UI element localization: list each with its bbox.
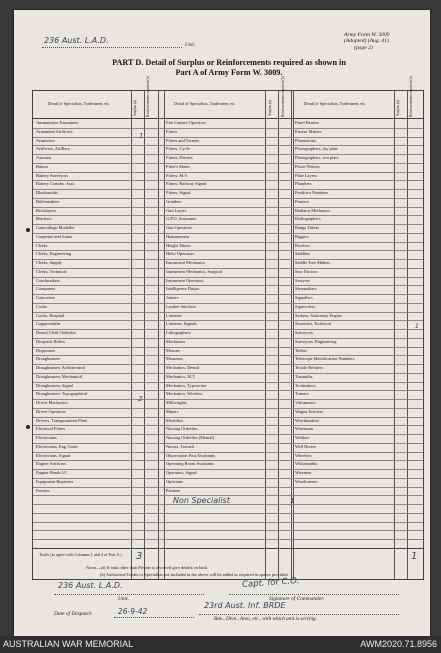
column-rule xyxy=(158,91,159,579)
list-item: Bulletmakers xyxy=(36,198,60,204)
list-item: Mechanics, Typewriter xyxy=(166,382,207,388)
list-item: Photographers, dry plate xyxy=(295,146,339,152)
list-item: Riggers xyxy=(295,233,309,239)
col3-header: Detail of Specialists, Tradesmen, etc. xyxy=(303,101,367,106)
list-item: Blacksmiths xyxy=(36,190,58,195)
list-item: Ammunition Examiners xyxy=(36,120,79,125)
col2-surplus-header: Surplus (a) xyxy=(268,100,272,116)
form-number-line3: (page 2) xyxy=(354,44,373,51)
non-specialist-mark: 1 xyxy=(290,497,295,505)
list-item: Radiator Mechanics xyxy=(295,207,331,213)
list-item: Engine Hands I/C xyxy=(36,470,68,475)
list-item: Artificers, Artillery xyxy=(36,146,70,152)
col3-list xyxy=(295,119,391,487)
list-item: Butchers xyxy=(36,216,52,222)
caption-right: AWM2020.71.8956 xyxy=(360,639,437,649)
totals-label: Totals (to agree with Columns 1 and 4 of Part A.) xyxy=(39,552,122,557)
column-rule xyxy=(407,91,408,579)
column-rule xyxy=(290,91,295,579)
list-item: Turners xyxy=(295,391,309,397)
list-item: Intelligence Duties xyxy=(166,286,200,292)
list-item: Mechanics, Wireless xyxy=(166,391,203,397)
list-item: Cooks, Hospital xyxy=(36,312,65,318)
list-item: Surveyors xyxy=(295,330,313,335)
list-item: Saddlers xyxy=(295,251,311,257)
list-item: Draughtsmen, Mechanical xyxy=(36,373,83,379)
column-rule xyxy=(278,91,279,579)
list-item: Armourers xyxy=(36,137,56,143)
list-item: Wiremen xyxy=(295,470,312,475)
list-item: Linemen xyxy=(166,312,182,318)
form-number-line1: Army Form W. 3009 xyxy=(344,32,390,38)
form-page xyxy=(14,10,430,636)
list-item: Fitters and Turners xyxy=(166,137,200,143)
list-item: Millwrights xyxy=(166,400,187,405)
column-rule xyxy=(394,91,395,579)
note-a: Notes—(a) If rank other than Private is involved give details on back. xyxy=(86,565,209,570)
list-item: Miners xyxy=(166,408,179,414)
list-item: Fitters xyxy=(166,128,178,134)
list-item: Driver Mechanics xyxy=(36,400,68,405)
entry-armament-surplus: 1 xyxy=(139,132,144,140)
part-title-line2: Part A of Army Form W. 3009. xyxy=(175,68,283,77)
list-item: Gun Operators xyxy=(166,225,192,230)
list-item: Printers xyxy=(295,198,309,204)
list-item: Signallers xyxy=(295,295,313,300)
list-item: Pharmacists xyxy=(295,137,317,143)
list-item: Fitters, Signal xyxy=(166,190,191,195)
list-item: Electricians, Signal xyxy=(36,452,71,458)
list-item: Shoemakers xyxy=(295,286,317,292)
row-rule xyxy=(33,522,423,523)
list-item: Fitter's Mates xyxy=(166,163,190,169)
list-item: Saddle Tree Makers xyxy=(295,260,331,265)
totals-rule xyxy=(33,548,423,549)
list-item: Leather Stitchers xyxy=(166,303,196,309)
list-item: Computers xyxy=(36,286,56,292)
list-item: Instrument Mechanics xyxy=(166,260,206,265)
punch-hole xyxy=(26,425,30,429)
archive-caption xyxy=(0,636,441,653)
note-b: (b) Authorised Trades or Specialists not included in the above will be added as required in spaces provided. xyxy=(100,572,289,577)
list-item: Waterman xyxy=(295,426,313,432)
list-item: Plate Layers xyxy=(295,172,317,178)
list-item: Fitters, Drivers xyxy=(166,155,193,160)
total-reinf: 1 xyxy=(411,551,418,562)
footer-unit-label: Unit. xyxy=(118,596,129,602)
non-specialist-entry: Non Specialist xyxy=(173,496,230,505)
unit-handwritten: 236 Aust. L.A.D. xyxy=(44,36,109,45)
row-rule xyxy=(33,530,423,531)
list-item: Opticians xyxy=(166,478,183,484)
list-item: Woodturners xyxy=(295,478,318,484)
caption-left: AUSTRALIAN WAR MEMORIAL xyxy=(3,639,134,649)
list-item: Driver Operators xyxy=(36,408,66,414)
list-item: Bricklayers xyxy=(36,207,57,213)
list-item: Draughtsmen xyxy=(36,356,60,362)
list-item: Tailors xyxy=(295,347,308,353)
commander-label: Signature of Commander. xyxy=(269,596,325,602)
list-item: Clerks, Technical xyxy=(36,268,67,274)
list-item: Stokers, Stationary Engine xyxy=(295,312,342,318)
list-item: Coppersmiths xyxy=(36,321,61,327)
list-item: Nursing Orderlies xyxy=(166,426,198,432)
list-item: Photographers, wet plate xyxy=(295,155,339,160)
brigade-label: Bde., Divn., Area, etc., with which unit is serving. xyxy=(214,616,317,622)
list-item: Draughtsmen, Architectural xyxy=(36,365,85,370)
list-item: Radiographers xyxy=(295,216,321,222)
list-item: Electrical Fitters xyxy=(36,426,66,432)
despatch-date: 26-9-42 xyxy=(118,607,148,616)
list-item: Welders xyxy=(295,435,310,440)
row-rule xyxy=(33,513,423,514)
list-item: Helio Operators xyxy=(166,251,195,257)
part-title xyxy=(44,58,414,78)
column-rule xyxy=(265,91,266,579)
list-item: Electricians, Eng. Units xyxy=(36,443,78,449)
list-item: Operators, Signal xyxy=(166,470,197,475)
list-item: Observation Post Assistants xyxy=(166,452,215,458)
list-item: Sawyers xyxy=(295,277,310,283)
list-item: Fitters, M.V. xyxy=(166,172,189,178)
list-item: Watchmakers xyxy=(295,417,319,423)
col1-list xyxy=(36,119,130,495)
list-item: Instrument Operators xyxy=(166,277,204,283)
list-item: Masseurs xyxy=(166,356,183,362)
list-item: Electricians xyxy=(36,435,57,440)
commander-line xyxy=(229,594,399,595)
list-item: Wagon Erectors xyxy=(295,408,324,414)
list-item: G.P.O. Assistants xyxy=(166,216,197,222)
list-item: Battery Comdrs. Asst. xyxy=(36,181,75,187)
list-item: Whitesmiths xyxy=(295,461,318,467)
col2-reinf-header: Reinforcements required (b) xyxy=(281,76,285,117)
row-rule xyxy=(33,539,423,540)
list-item: Hammermen xyxy=(166,233,189,239)
list-item: Tinsmiths xyxy=(295,373,313,379)
form-number xyxy=(344,32,426,51)
list-item: Saw Doctors xyxy=(295,268,318,274)
list-item: Concreters xyxy=(36,295,56,300)
list-item: Clerks xyxy=(36,242,48,248)
col2-list xyxy=(166,119,264,495)
list-item: Despatch Riders xyxy=(36,338,65,344)
punch-hole xyxy=(26,228,30,232)
list-item: Range Takers xyxy=(295,225,319,230)
col1-surplus-header: Surplus (a) xyxy=(133,100,137,116)
list-item: Bakers xyxy=(36,163,49,169)
list-item: Coachmakers xyxy=(36,277,60,283)
list-item: Clerks, Engineering xyxy=(36,251,72,257)
list-item: Surveyors, Engineering xyxy=(295,338,337,344)
column-rule xyxy=(131,91,132,579)
list-item: Lithographers xyxy=(166,330,191,335)
list-item: Linemen, Signals xyxy=(166,321,197,327)
footer-unit-hand: 236 Aust. L.A.D. xyxy=(58,581,123,590)
list-item: Equipment Repairers xyxy=(36,478,74,484)
list-item: Telescope Identification Numbers xyxy=(295,356,355,362)
column-rule xyxy=(144,91,145,579)
entry-driver-mech-surplus: 2 xyxy=(138,395,143,403)
list-item: Fitters, Cycle xyxy=(166,146,190,152)
list-item: Carpenter and Joiner xyxy=(36,233,73,239)
unit-underline xyxy=(42,47,182,48)
part-title-line1: PART D. Detail of Surplus or Reinforcements required as shown in xyxy=(112,58,346,67)
list-item: Nursing Orderlies (Mental) xyxy=(166,435,215,440)
list-item: Mechanics, Dental xyxy=(166,365,199,370)
list-item: Storemen, Technical xyxy=(295,321,331,327)
list-item: Cooks xyxy=(36,303,48,309)
specialists-table xyxy=(32,76,424,580)
list-item: Draughtsmen, Signal xyxy=(36,382,74,388)
list-item: Farriers xyxy=(36,487,50,493)
list-item: Grinders xyxy=(166,198,182,204)
list-item: Photo-Writers xyxy=(295,163,320,169)
commander-signature: Capt. for C.O. xyxy=(241,576,300,590)
total-surplus: 3 xyxy=(136,551,143,562)
list-item: Axemen xyxy=(36,155,51,160)
col3-reinf-header: Reinforcements required (b) xyxy=(409,76,413,117)
unit-label: Unit. xyxy=(185,43,196,48)
list-item: Signwriters xyxy=(295,303,316,309)
despatch-line xyxy=(114,617,194,618)
list-item: Moulders xyxy=(166,417,183,423)
despatch-label: Date of Despatch xyxy=(54,611,92,617)
list-item: Dispensers xyxy=(36,347,56,353)
form-number-line2: (Adopted) (Aug. 41) xyxy=(344,38,389,45)
list-item: Fitters, Railway Signal xyxy=(166,181,207,187)
brigade-hand: 23rd Aust. Inf. BRDE xyxy=(204,601,286,610)
list-item: Engine Artificers xyxy=(36,461,67,467)
list-item: Fire Control Operators xyxy=(166,120,206,125)
list-item: Toolmakers xyxy=(295,382,316,388)
list-item: Pattern Makers xyxy=(295,128,322,134)
col1-reinf-header: Reinforcements required (b) xyxy=(146,76,150,117)
list-item: Mechanics, M.T. xyxy=(166,373,196,379)
col1-header: Detail of Specialists, Tradesmen, etc. xyxy=(47,101,111,106)
list-item: Machinists xyxy=(166,338,186,344)
list-item: Instrument Mechanics, Surgical xyxy=(166,268,222,274)
column-rule xyxy=(164,91,165,579)
list-item: Armament Artificers xyxy=(36,128,73,134)
list-item: Predictor Numbers xyxy=(295,190,329,195)
list-item: Draughtsmen, Topographical xyxy=(36,391,88,397)
col3-surplus-header: Surplus (a) xyxy=(396,100,400,116)
list-item: Masons xyxy=(166,347,180,353)
list-item: Operating Room Assistants xyxy=(166,461,215,467)
list-item: Painters xyxy=(166,487,181,493)
list-item: Riveters xyxy=(295,242,310,248)
list-item: Drivers, Transportation Plant xyxy=(36,417,88,423)
list-item: Dental Clerk Orderlies xyxy=(36,330,76,335)
list-item: Gun Layers xyxy=(166,207,187,213)
list-item: Plumbers xyxy=(295,181,312,187)
col2-header: Detail of Specialists, Tradesmen, etc. xyxy=(173,101,237,106)
list-item: Vulcanisers xyxy=(295,400,316,405)
list-item: Clerks, Supply xyxy=(36,260,63,265)
list-item: Well Borers xyxy=(295,443,316,449)
footer-unit-line xyxy=(54,594,204,595)
list-item: Battery Surveyors xyxy=(36,172,68,178)
list-item: Height Takers xyxy=(166,242,191,248)
list-item: Panel Beaters xyxy=(295,120,320,125)
list-item: Joiners xyxy=(166,295,179,300)
entry-storemen-reinf: 1 xyxy=(415,323,419,330)
list-item: Textile Refitters xyxy=(295,365,324,370)
brigade-line xyxy=(199,614,399,615)
list-item: Wheelers xyxy=(295,452,312,458)
list-item: Camouflage Modeller xyxy=(36,225,75,230)
list-item: Nurses, Trained xyxy=(166,443,194,449)
column-rule xyxy=(293,91,294,579)
